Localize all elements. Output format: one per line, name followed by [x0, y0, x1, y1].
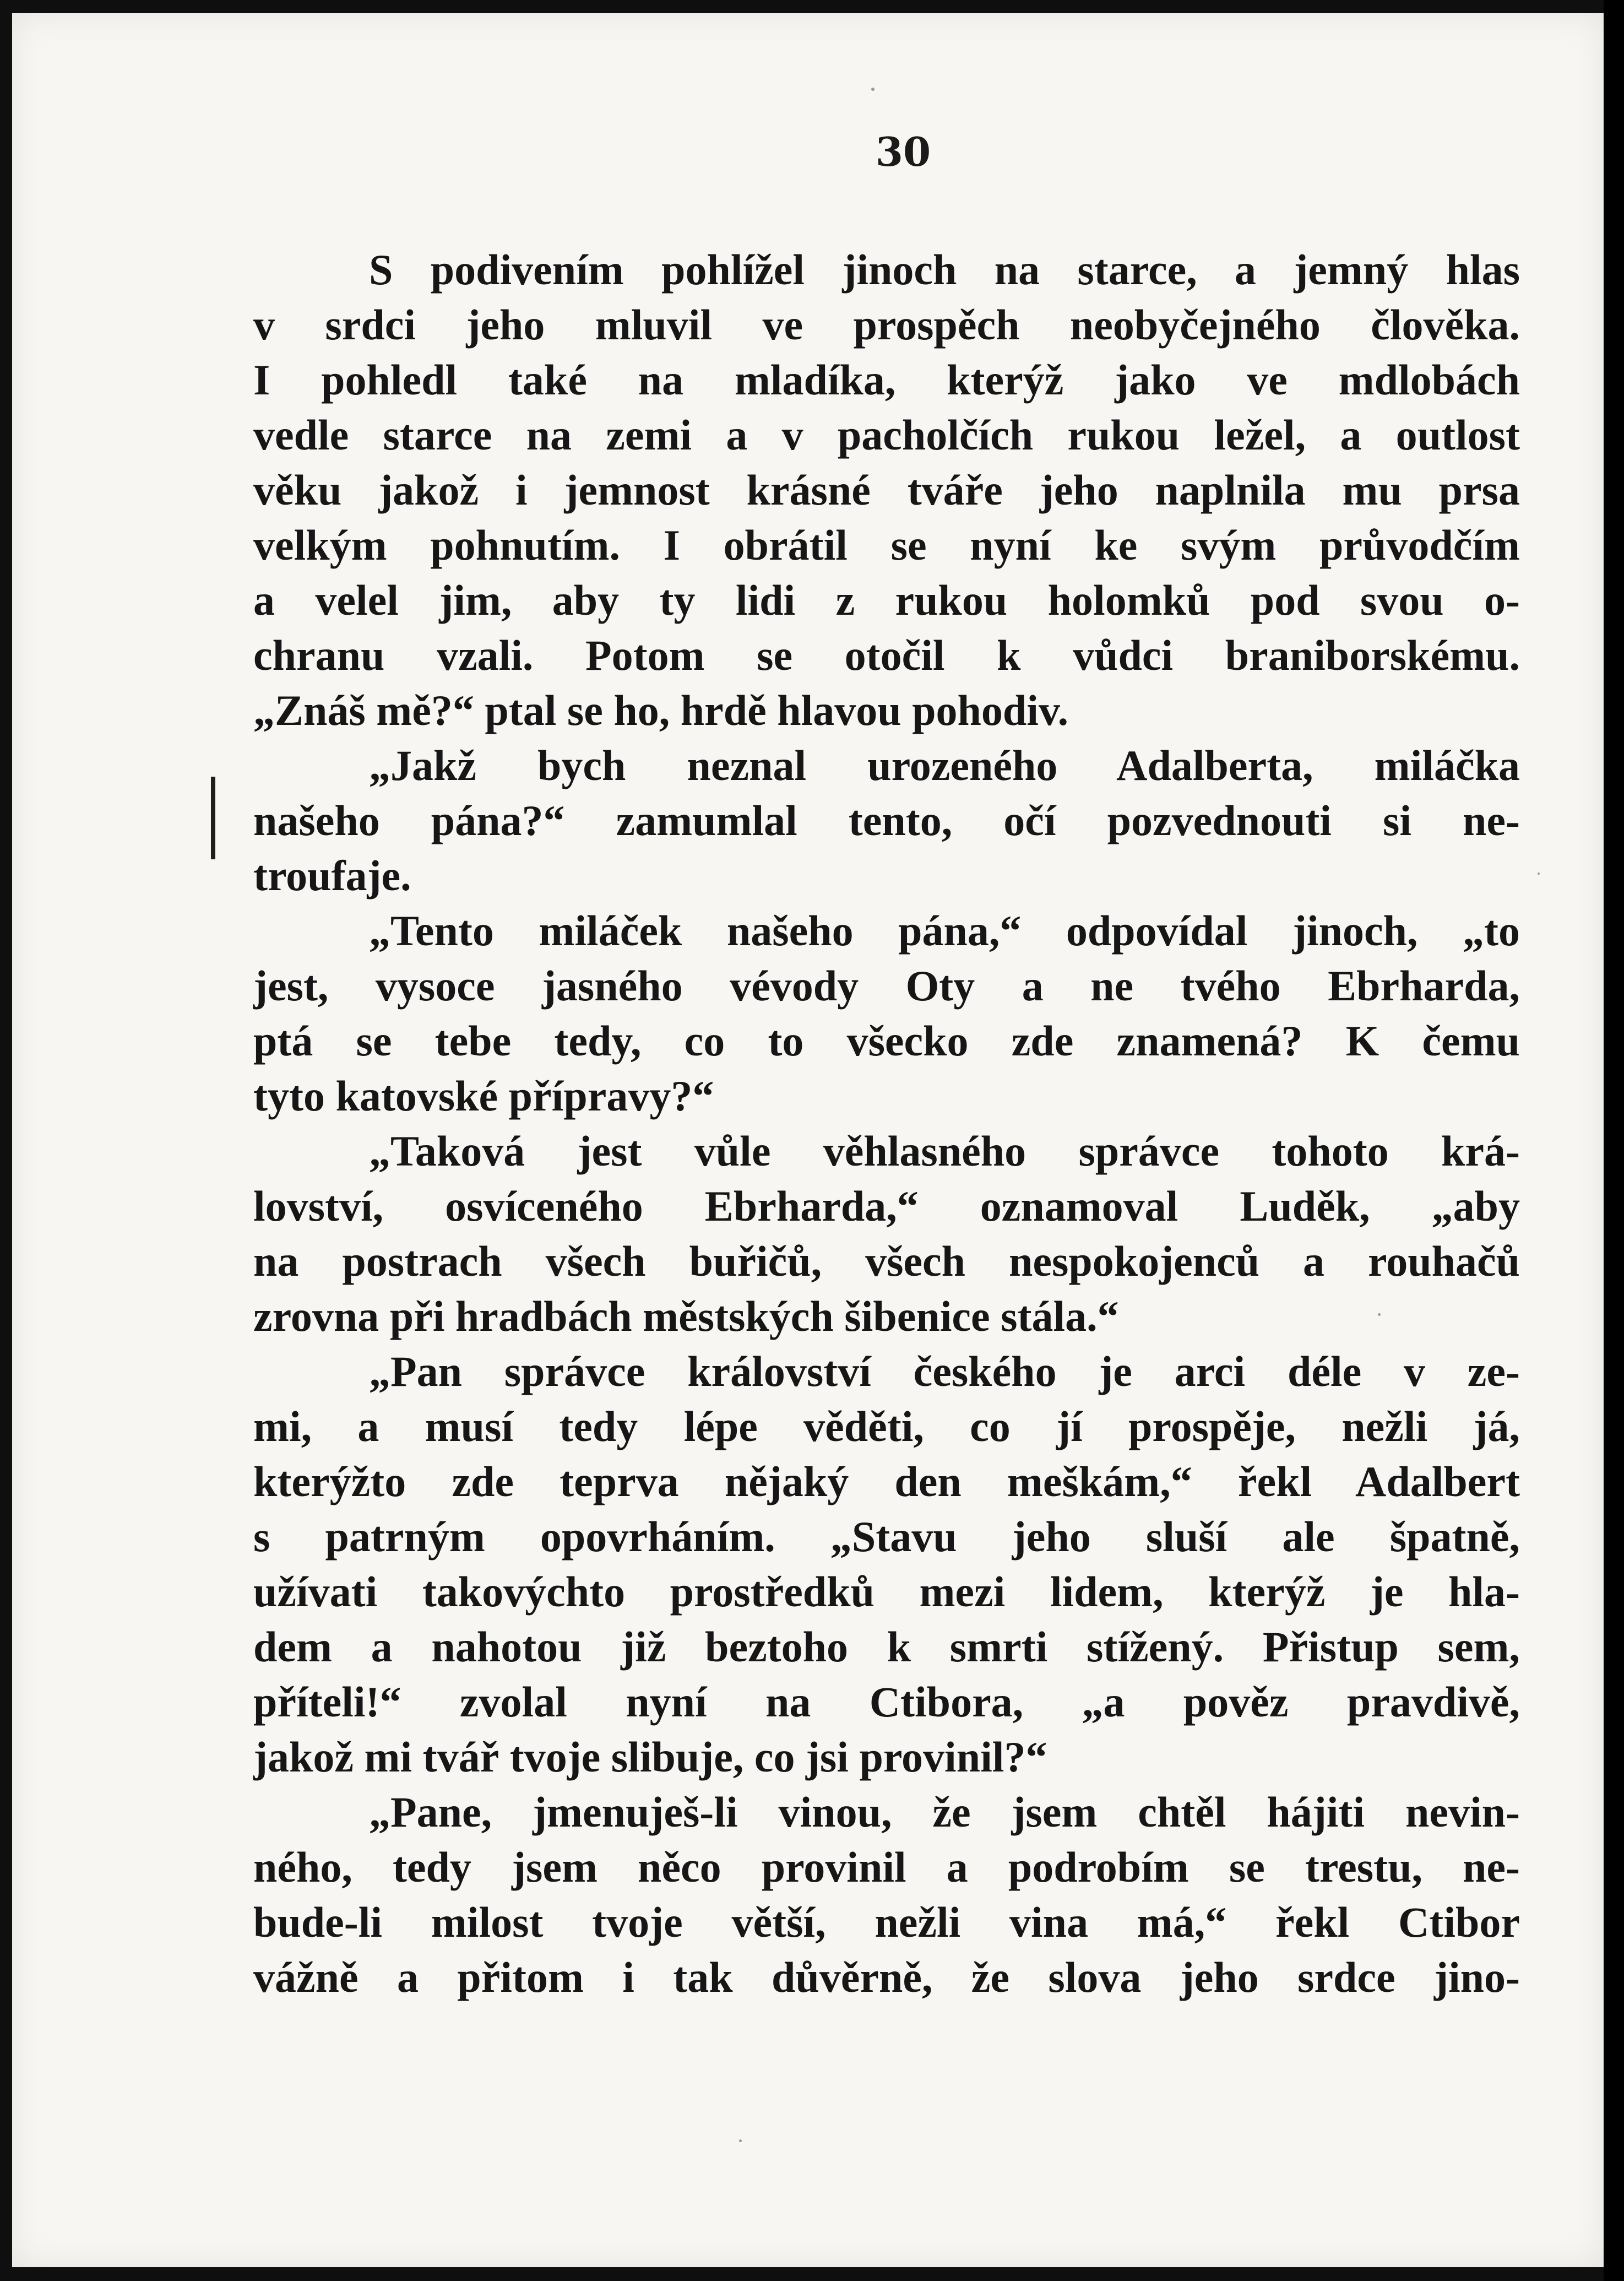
text-line: troufaje.: [253, 852, 411, 900]
text-line: dem a nahotou již beztoho k smrti stížený. Přistup sem,: [253, 1623, 1520, 1671]
text-line: I pohledl také na mladíka, kterýž jako ve mdlobách: [253, 356, 1520, 404]
text-line: „Tento miláček našeho pána,“ odpovídal jinoch, „to: [369, 907, 1520, 955]
text-line: chranu vzali. Potom se otočil k vůdci braniborskému.: [253, 631, 1520, 679]
text-line: bude-li milost tvoje větší, nežli vina má,“ řekl Ctibor: [253, 1898, 1520, 1946]
text-line: kterýžto zde teprva nějaký den meškám,“ řekl Adalbert: [253, 1458, 1520, 1505]
text-line: našeho pána?“ zamumlal tento, očí pozvednouti si ne-: [253, 797, 1520, 844]
text-line: tyto katovské přípravy?“: [253, 1072, 714, 1120]
text-line: vážně a přitom i tak důvěrně, že slova jeho srdce jino-: [253, 1953, 1520, 2001]
text-line: velkým pohnutím. I obrátil se nyní ke svým průvodčím: [253, 521, 1520, 569]
text-line: ptá se tebe tedy, co to všecko zde znamená? K čemu: [253, 1017, 1520, 1065]
text-line: na postrach všech buřičů, všech nespokojenců a rouhačů: [253, 1237, 1520, 1285]
text-line: „Taková jest vůle věhlasného správce tohoto krá-: [369, 1127, 1520, 1175]
scan-edge: [1604, 0, 1624, 2281]
text-line: „Pane, jmenuješ-li vinou, že jsem chtěl hájiti nevin-: [369, 1788, 1520, 1836]
page-number: 30: [875, 128, 931, 175]
body-text: [253, 242, 1520, 2005]
text-line: lovství, osvíceného Ebrharda,“ oznamoval Luděk, „aby: [253, 1182, 1520, 1230]
text-line: jakož mi tvář tvoje slibuje, co jsi provinil?“: [253, 1733, 1047, 1781]
text-line: v srdci jeho mluvil ve prospěch neobyčejného člověka.: [253, 301, 1520, 349]
text-line: „Znáš mě?“ ptal se ho, hrdě hlavou pohodiv.: [253, 686, 1069, 734]
margin-mark: [211, 777, 215, 859]
text-line: S podivením pohlížel jinoch na starce, a jemný hlas: [369, 246, 1520, 294]
text-line: zrovna při hradbách městských šibenice stála.“: [253, 1292, 1119, 1340]
text-line: příteli!“ zvolal nyní na Ctibora, „a pověz pravdivě,: [253, 1678, 1520, 1726]
paper-speck: [871, 88, 875, 91]
text-line: a velel jim, aby ty lidi z rukou holomků pod svou o-: [253, 576, 1520, 624]
text-line: „Jakž bych neznal urozeného Adalberta, miláčka: [369, 741, 1520, 789]
text-line: ného, tedy jsem něco provinil a podrobím se trestu, ne-: [253, 1843, 1520, 1891]
text-line: věku jakož i jemnost krásné tváře jeho naplnila mu prsa: [253, 466, 1520, 514]
text-line: jest, vysoce jasného vévody Oty a ne tvého Ebrharda,: [253, 962, 1520, 1010]
text-line: vedle starce na zemi a v pacholčích rukou ležel, a outlost: [253, 411, 1520, 459]
paper-speck: [739, 2139, 742, 2142]
text-line: užívati takovýchto prostředků mezi lidem, kterýž je hla-: [253, 1568, 1520, 1616]
text-line: „Pan správce království českého je arci déle v ze-: [369, 1347, 1520, 1395]
text-line: mi, a musí tedy lépe věděti, co jí prospěje, nežli já,: [253, 1402, 1520, 1450]
paper-speck: [1538, 873, 1540, 875]
text-line: s patrným opovrháním. „Stavu jeho sluší ale špatně,: [253, 1513, 1520, 1561]
